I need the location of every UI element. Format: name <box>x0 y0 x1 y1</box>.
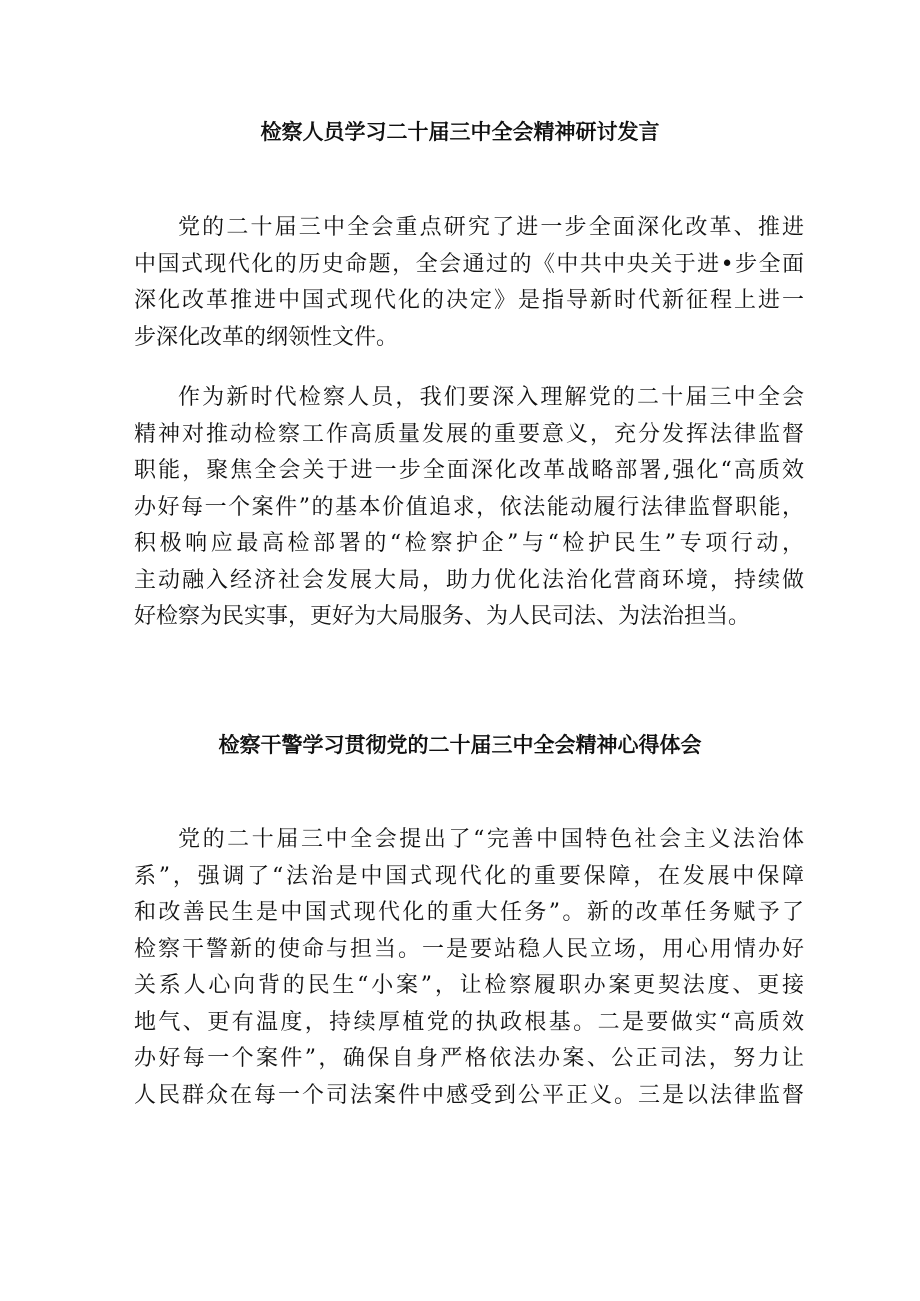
text-line: 系”，强调了“法治是中国式现代化的重要保障，在发展中保障 <box>134 863 804 889</box>
paragraph <box>134 380 804 636</box>
text-line: 职能，聚焦全会关于进一步全面深化改革战略部署,强化“高质效 <box>134 458 804 483</box>
text-line: 和改善民生是中国式现代化的重大任务”。新的改革任务赋予了 <box>134 900 804 925</box>
text-line: 好检察为民实事，更好为大局服务、为人民司法、为法治担当。 <box>134 604 751 629</box>
text-line: 人民群众在每一个司法案件中感受到公平正义。三是以法律监督 <box>134 1082 804 1108</box>
paragraph <box>134 822 804 1114</box>
paragraph <box>134 210 804 356</box>
text-line: 办好每一个案件”的基本价值追求，依法能动履行法律监督职能， <box>134 494 804 520</box>
text-line: 党的二十届三中全会提出了“完善中国特色社会主义法治体 <box>178 827 804 852</box>
text-line: 党的二十届三中全会重点研究了进一步全面深化改革、推进 <box>178 215 804 240</box>
text-line: 深化改革推进中国式现代化的决定》是指导新时代新征程上进一 <box>134 288 804 313</box>
text-line: 精神对推动检察工作高质量发展的重要意义，充分发挥法律监督 <box>134 421 804 447</box>
text-line: 作为新时代检察人员，我们要深入理解党的二十届三中全会 <box>178 385 804 410</box>
text-line: 办好每一个案件”，确保自身严格依法办案、公正司法，努力让 <box>134 1046 804 1071</box>
text-line: 地气、更有温度，持续厚植党的执政根基。二是要做实“高质效 <box>134 1009 804 1035</box>
text-line: 中国式现代化的历史命题，全会通过的《中共中央关于进•步全面 <box>134 251 804 277</box>
text-line: 检察干警新的使命与担当。一是要站稳人民立场，用心用情办好 <box>134 936 804 962</box>
text-line: 积极响应最高检部署的“检察护企”与“检护民生”专项行动， <box>134 531 804 556</box>
text-line: 主动融入经济社会发展大局，助力优化法治化营商环境，持续做 <box>134 567 804 593</box>
section-title: 检察干警学习贯彻党的二十届三中全会精神心得体会 <box>218 733 702 757</box>
section-title: 检察人员学习二十届三中全会精神研讨发言 <box>260 120 660 144</box>
text-line: 关系人心向背的民生“小案”，让检察履职办案更契法度、更接 <box>134 973 804 998</box>
text-line: 步深化改革的纲领性文件。 <box>134 324 399 350</box>
